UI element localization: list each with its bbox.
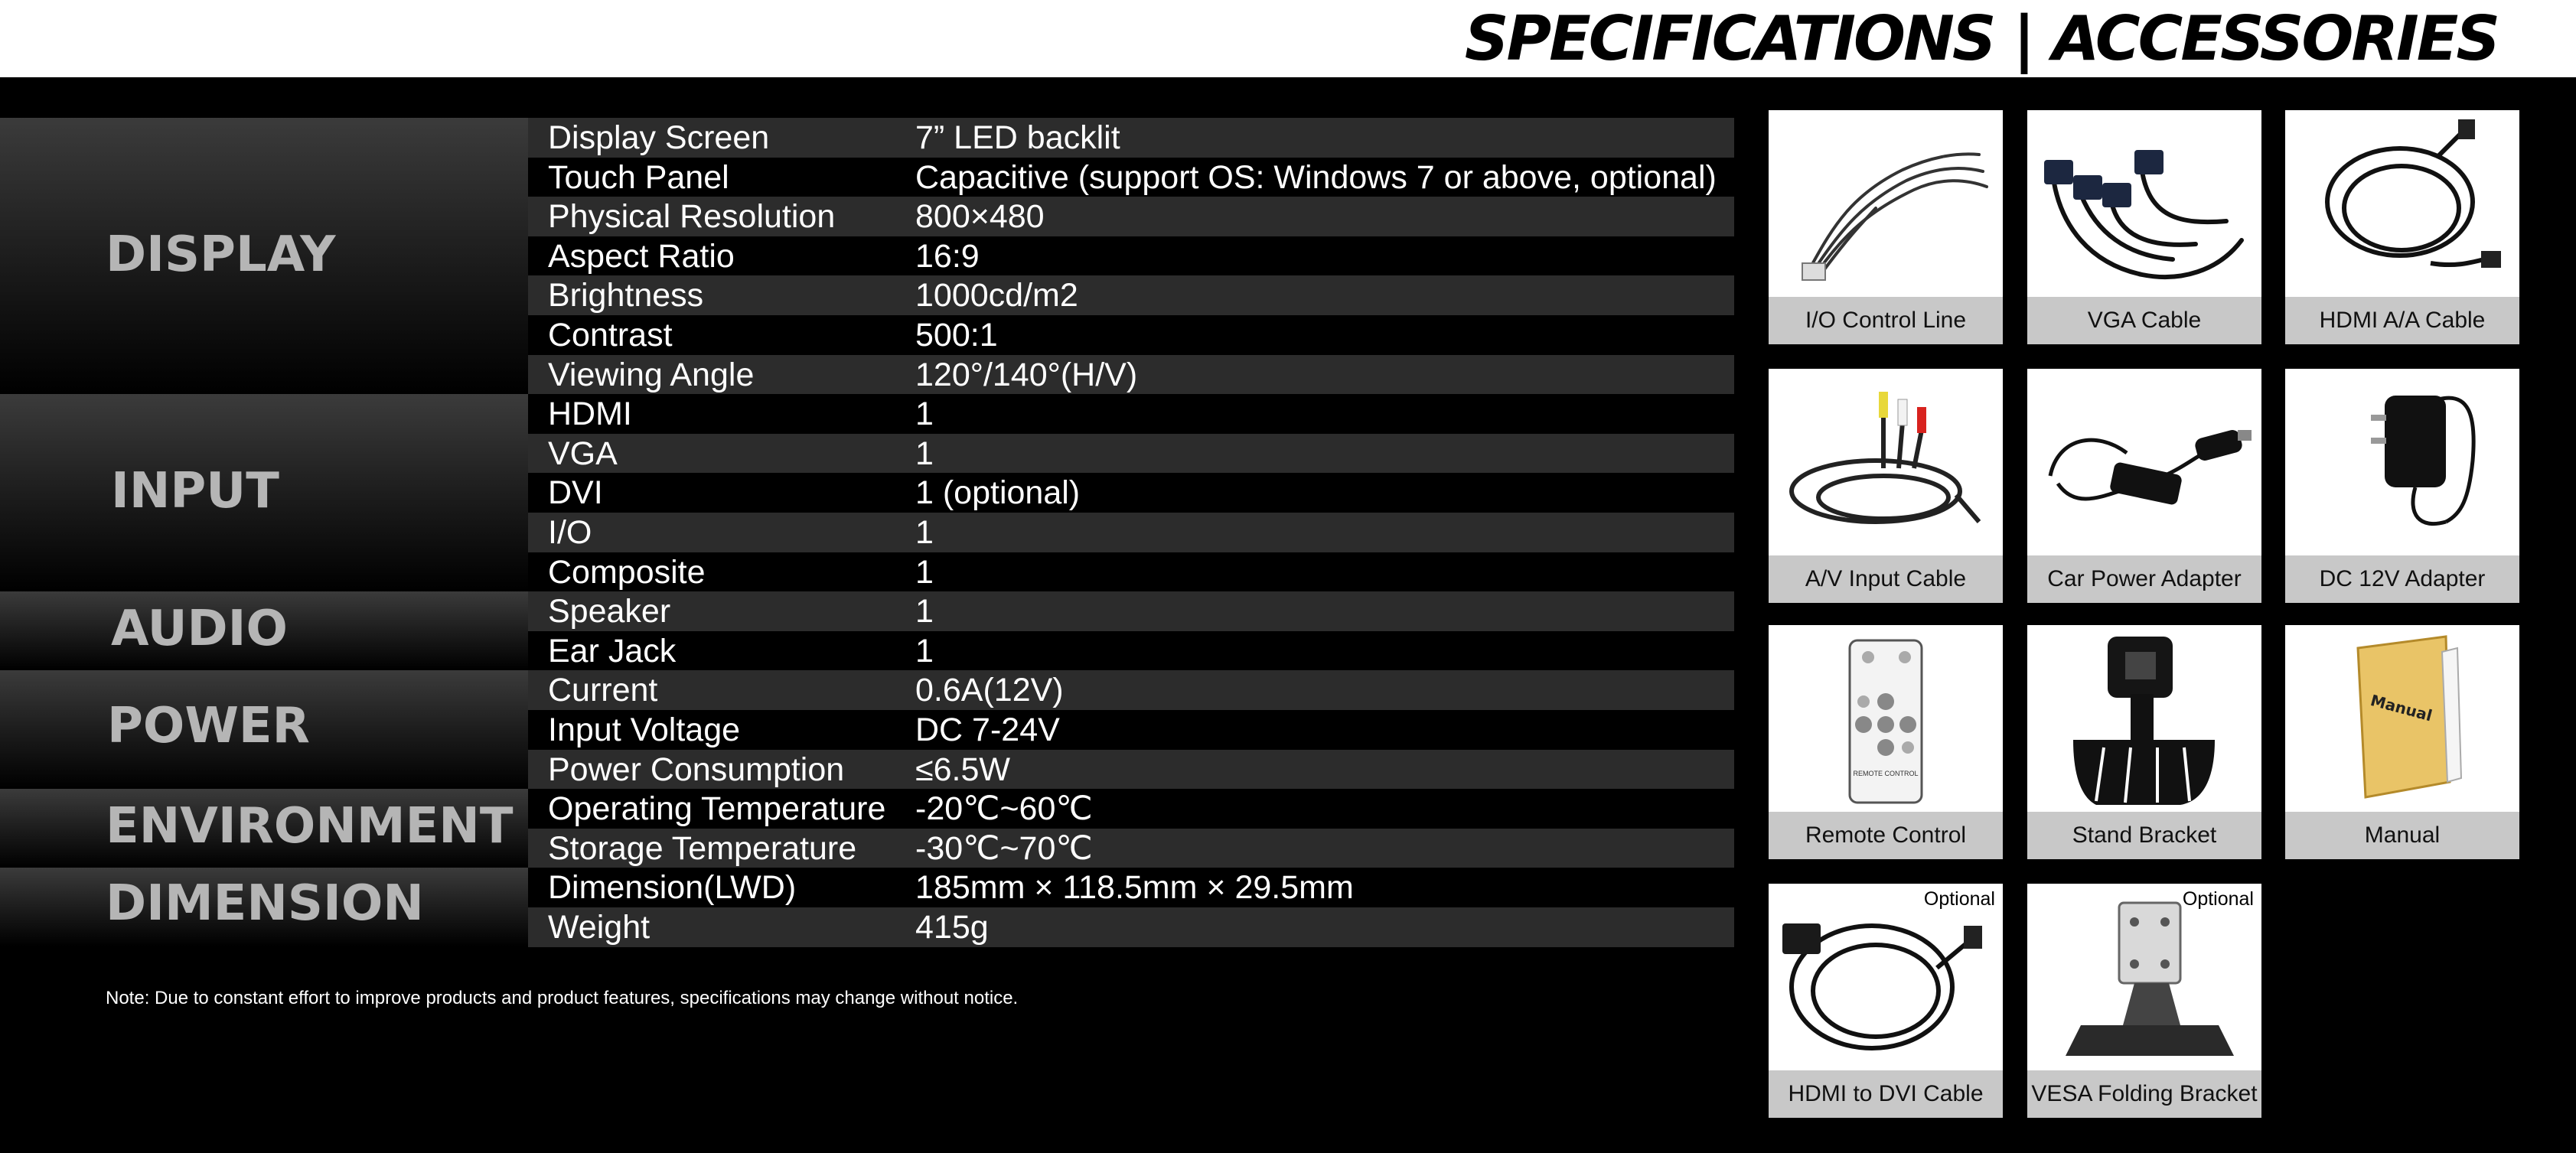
spec-value: DC 7-24V bbox=[915, 712, 1060, 748]
accessory-card bbox=[2027, 110, 2261, 344]
av-input-cable-icon bbox=[1769, 369, 2003, 556]
remote-label: REMOTE CONTROL bbox=[1853, 770, 1919, 777]
spec-label: Dimension(LWD) bbox=[548, 869, 797, 907]
spec-value: 1 bbox=[915, 553, 934, 591]
spec-value: 1 bbox=[915, 435, 934, 472]
category-dimension bbox=[0, 868, 528, 946]
spec-row bbox=[528, 355, 1734, 395]
spec-value: 0.6A(12V) bbox=[915, 672, 1064, 709]
spec-label: Input Voltage bbox=[548, 712, 741, 748]
spec-value: 1000cd/m2 bbox=[915, 277, 1078, 314]
spec-label: Composite bbox=[548, 553, 706, 591]
spec-row bbox=[528, 591, 1734, 631]
accessory-caption: Car Power Adapter bbox=[2027, 555, 2261, 603]
spec-row bbox=[528, 315, 1734, 355]
accessory-card bbox=[2027, 884, 2261, 1118]
spec-label: I/O bbox=[548, 514, 592, 551]
category-label: POWER bbox=[107, 698, 310, 754]
accessory-caption: Remote Control bbox=[1769, 812, 2003, 859]
category-label: DISPLAY bbox=[106, 226, 336, 283]
spec-value: 16:9 bbox=[915, 237, 980, 275]
spec-row bbox=[528, 473, 1734, 513]
spec-value: 1 bbox=[915, 593, 934, 630]
accessory-card bbox=[2285, 369, 2519, 603]
spec-row bbox=[528, 670, 1734, 710]
spec-label: Physical Resolution bbox=[548, 198, 836, 236]
spec-value: -30℃~70℃ bbox=[915, 829, 1093, 867]
accessory-caption: VGA Cable bbox=[2027, 297, 2261, 344]
spec-label: Current bbox=[548, 672, 658, 709]
category-input bbox=[0, 394, 528, 591]
accessory-card bbox=[2285, 110, 2519, 344]
spec-row bbox=[528, 631, 1734, 671]
accessory-card bbox=[2027, 369, 2261, 603]
spec-row bbox=[528, 710, 1734, 750]
spec-value: -20℃~60℃ bbox=[915, 790, 1093, 828]
category-environment bbox=[0, 789, 528, 868]
accessory-caption: HDMI A/A Cable bbox=[2285, 297, 2519, 344]
spec-value: ≤6.5W bbox=[915, 751, 1010, 788]
spec-row bbox=[528, 236, 1734, 276]
spec-label: Viewing Angle bbox=[548, 356, 755, 393]
spec-label: DVI bbox=[548, 474, 603, 512]
category-label: AUDIO bbox=[111, 601, 288, 657]
accessory-caption: DC 12V Adapter bbox=[2285, 555, 2519, 603]
manual-cover-text: Manual bbox=[2368, 691, 2434, 725]
accessory-caption: I/O Control Line bbox=[1769, 297, 2003, 344]
spec-label: VGA bbox=[548, 435, 618, 472]
accessory-card bbox=[1769, 884, 2003, 1118]
accessory-card bbox=[2027, 625, 2261, 859]
spec-value: 1 bbox=[915, 396, 934, 433]
accessory-caption: Manual bbox=[2285, 812, 2519, 859]
footnote: Note: Due to constant effort to improve products and product features, specifications may change without notice. bbox=[106, 988, 1019, 1008]
stand-bracket-icon bbox=[2027, 625, 2261, 813]
accessory-card bbox=[1769, 369, 2003, 603]
page-title: SPECIFICATIONS | ACCESSORIES bbox=[1464, 3, 2498, 74]
accessory-caption: HDMI to DVI Cable bbox=[1769, 1070, 2003, 1118]
spec-row bbox=[528, 868, 1734, 907]
spec-value: 120°/140°(H/V) bbox=[915, 356, 1138, 393]
spec-row bbox=[528, 197, 1734, 236]
spec-label: Storage Temperature bbox=[548, 829, 857, 867]
spec-value: 1 bbox=[915, 514, 934, 551]
dc-adapter-icon bbox=[2285, 369, 2519, 556]
manual-icon bbox=[2285, 625, 2519, 813]
spec-label: Aspect Ratio bbox=[548, 237, 735, 275]
spec-row bbox=[528, 394, 1734, 434]
spec-label: Contrast bbox=[548, 317, 673, 353]
spec-value: Capacitive (support OS: Windows 7 or above, optional) bbox=[915, 158, 1717, 196]
spec-label: HDMI bbox=[548, 396, 632, 433]
accessory-caption: VESA Folding Bracket bbox=[2027, 1070, 2261, 1118]
spec-row bbox=[528, 434, 1734, 474]
spec-label: Brightness bbox=[548, 277, 704, 314]
accessory-caption: A/V Input Cable bbox=[1769, 555, 2003, 603]
category-display bbox=[0, 118, 528, 394]
spec-label: Operating Temperature bbox=[548, 790, 886, 828]
optional-badge: Optional bbox=[2182, 888, 2254, 910]
spec-value: 500:1 bbox=[915, 317, 998, 353]
vga-cable-icon bbox=[2027, 110, 2261, 298]
vesa-folding-bracket-icon bbox=[2027, 884, 2261, 1071]
accessory-card bbox=[1769, 625, 2003, 859]
spec-row bbox=[528, 789, 1734, 829]
category-label: INPUT bbox=[111, 463, 279, 520]
spec-value: 1 (optional) bbox=[915, 474, 1081, 512]
spec-value: 1 bbox=[915, 632, 934, 669]
spec-label: Touch Panel bbox=[548, 158, 729, 196]
spec-row bbox=[528, 275, 1734, 315]
optional-badge: Optional bbox=[1923, 888, 1995, 910]
spec-row bbox=[528, 513, 1734, 552]
spec-label: Ear Jack bbox=[548, 632, 677, 669]
accessory-caption: Stand Bracket bbox=[2027, 812, 2261, 859]
spec-label: Power Consumption bbox=[548, 751, 845, 788]
spec-label: Speaker bbox=[548, 593, 671, 630]
hdmi-cable-icon bbox=[2285, 110, 2519, 298]
spec-row bbox=[528, 552, 1734, 592]
car-power-adapter-icon bbox=[2027, 369, 2261, 556]
spec-row bbox=[528, 907, 1734, 947]
spec-value: 185mm × 118.5mm × 29.5mm bbox=[915, 869, 1354, 907]
io-control-line-icon bbox=[1769, 110, 2003, 298]
spec-value: 415g bbox=[915, 909, 989, 946]
spec-value: 7” LED backlit bbox=[915, 119, 1120, 156]
category-label: ENVIRONMENT bbox=[106, 798, 514, 855]
accessory-card bbox=[2285, 625, 2519, 859]
accessory-card bbox=[1769, 110, 2003, 344]
hdmi-to-dvi-cable-icon bbox=[1769, 884, 2003, 1071]
spec-label: Weight bbox=[548, 909, 651, 946]
spec-value: 800×480 bbox=[915, 198, 1045, 236]
spec-row bbox=[528, 158, 1734, 197]
category-power bbox=[0, 670, 528, 789]
spec-row bbox=[528, 118, 1734, 158]
spec-row bbox=[528, 750, 1734, 790]
category-audio bbox=[0, 591, 528, 670]
remote-control-icon bbox=[1769, 625, 2003, 813]
header-bar bbox=[0, 0, 2576, 77]
category-label: DIMENSION bbox=[106, 875, 424, 932]
spec-label: Display Screen bbox=[548, 119, 770, 156]
spec-row bbox=[528, 829, 1734, 868]
